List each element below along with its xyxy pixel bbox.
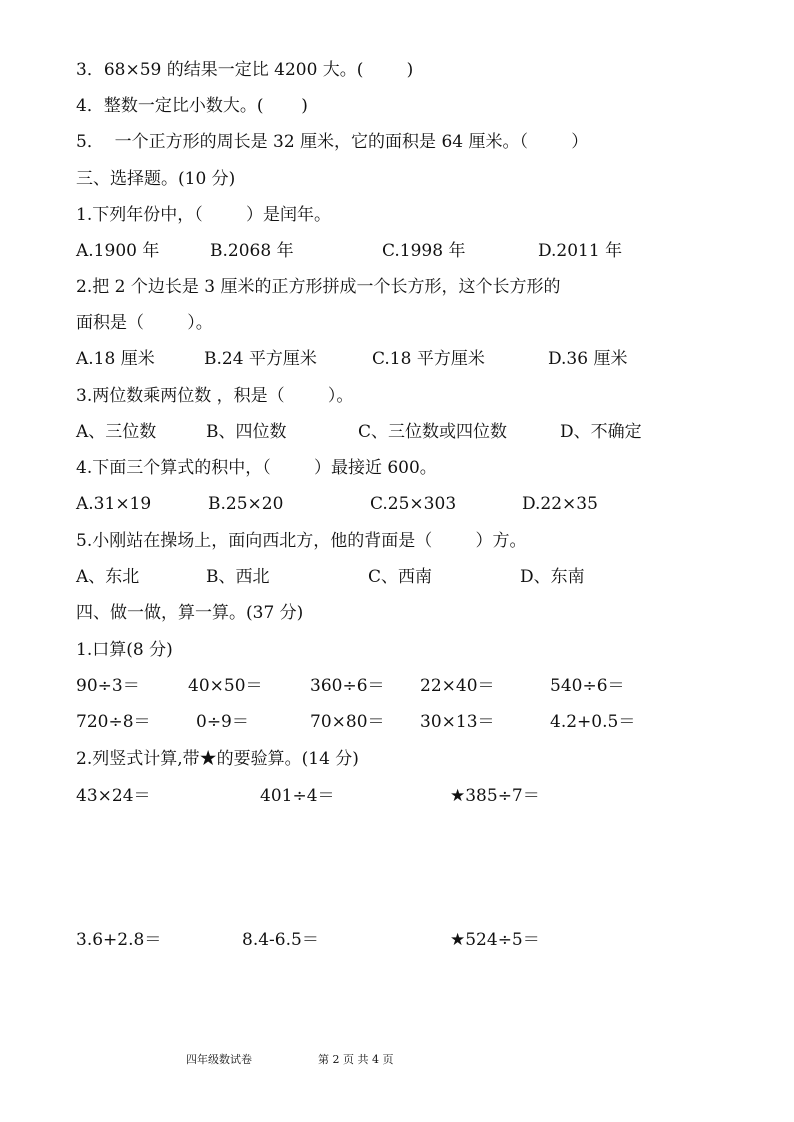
choice-q2-stem-line1: 2.把 2 个边长是 3 厘米的正方形拼成一个长方形，这个长方形的 (76, 277, 561, 297)
oral-item: 720÷8＝ (76, 712, 151, 732)
section4-title: 四、做一做，算一算。(37 分) (76, 603, 304, 623)
choice-q2-option-a: A.18 厘米 (76, 349, 155, 369)
choice-q2-stem-line2: 面积是（ ）。 (76, 313, 213, 333)
choice-q5-option-d: D、东南 (520, 567, 585, 587)
choice-q1-option-d: D.2011 年 (538, 241, 623, 261)
choice-q2-option-d: D.36 厘米 (548, 349, 628, 369)
oral-calc-row-2 (0, 710, 794, 734)
choice-q5-option-a: A、东北 (76, 567, 140, 587)
vertical-item: 3.6+2.8＝ (76, 930, 162, 950)
choice-q2-option-b: B.24 平方厘米 (204, 349, 317, 369)
choice-q5-stem: 5.小刚站在操场上，面向西北方，他的背面是（ ）方。 (76, 531, 527, 551)
choice-q3-stem: 3.两位数乘两位数 ，积是（ ）。 (76, 386, 354, 406)
oral-item: 90÷3＝ (76, 676, 140, 696)
choice-q3-option-d: D、不确定 (560, 422, 642, 442)
choice-q2-options (0, 347, 794, 371)
vertical-calc-row-1 (0, 784, 794, 808)
section3-title: 三、选择题。(10 分) (76, 169, 236, 189)
oral-item: 540÷6＝ (550, 676, 625, 696)
vertical-item: ★385÷7＝ (450, 786, 540, 806)
judgement-q5: 5． 一个正方形的周长是 32 厘米，它的面积是 64 厘米。（ ） (76, 132, 589, 152)
choice-q4-option-b: B.25×20 (208, 494, 284, 514)
choice-q2-option-c: C.18 平方厘米 (372, 349, 485, 369)
choice-q3-options (0, 420, 794, 444)
choice-q4-options (0, 492, 794, 516)
choice-q1-option-c: C.1998 年 (382, 241, 466, 261)
vertical-item: ★524÷5＝ (450, 930, 540, 950)
oral-item: 360÷6＝ (310, 676, 385, 696)
oral-item: 4.2+0.5＝ (550, 712, 636, 732)
choice-q4-option-d: D.22×35 (522, 494, 598, 514)
vertical-calc-title: 2.列竖式计算,带★的要验算。(14 分) (76, 749, 359, 769)
choice-q5-option-b: B、西北 (206, 567, 270, 587)
oral-item: 0÷9＝ (196, 712, 249, 732)
footer-subject: 四年级数试卷 (186, 1053, 252, 1066)
choice-q4-option-a: A.31×19 (76, 494, 152, 514)
choice-q4-option-c: C.25×303 (370, 494, 457, 514)
judgement-q4: 4．整数一定比小数大。( ) (76, 96, 308, 116)
oral-item: 30×13＝ (420, 712, 495, 732)
choice-q3-option-b: B、四位数 (206, 422, 287, 442)
footer-page-number: 第 2 页 共 4 页 (318, 1053, 394, 1066)
vertical-item: 8.4-6.5＝ (242, 930, 319, 950)
oral-item: 70×80＝ (310, 712, 385, 732)
choice-q3-option-c: C、三位数或四位数 (358, 422, 508, 442)
judgement-q3: 3．68×59 的结果一定比 4200 大。( ) (76, 60, 414, 80)
choice-q4-stem: 4.下面三个算式的积中，（ ）最接近 600。 (76, 458, 437, 478)
choice-q5-option-c: C、西南 (368, 567, 433, 587)
vertical-item: 43×24＝ (76, 786, 151, 806)
choice-q1-option-a: A.1900 年 (76, 241, 160, 261)
choice-q1-options (0, 239, 794, 263)
oral-item: 22×40＝ (420, 676, 495, 696)
choice-q3-option-a: A、三位数 (76, 422, 157, 442)
vertical-calc-row-2 (0, 928, 794, 952)
choice-q5-options (0, 565, 794, 589)
choice-q1-stem: 1.下列年份中，（ ）是闰年。 (76, 205, 331, 225)
oral-calc-title: 1.口算(8 分) (76, 640, 173, 660)
vertical-item: 401÷4＝ (260, 786, 335, 806)
oral-item: 40×50＝ (188, 676, 263, 696)
oral-calc-row-1 (0, 674, 794, 698)
choice-q1-option-b: B.2068 年 (210, 241, 294, 261)
